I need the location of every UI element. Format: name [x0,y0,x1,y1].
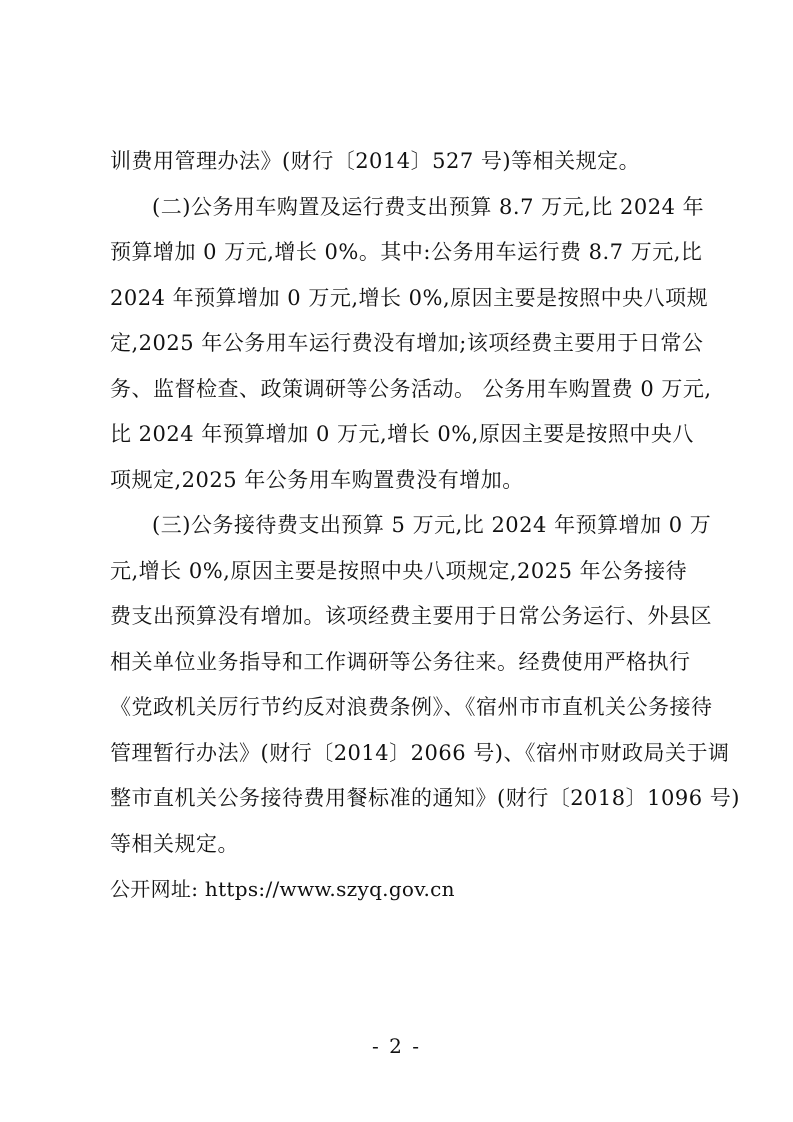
text-line-5: 定,2025 年公务用车运行费没有增加;该项经费主要用于日常公 [110,331,704,355]
text-line-13: 《党政机关厉行节约反对浪费条例》、《宿州市市直机关公务接待 [110,695,713,719]
text-line-15: 整市直机关公务接待费用餐标准的通知》(财行〔2018〕1096 号) [110,786,740,810]
public-url-line: 公开网址: https://www.szyq.gov.cn [110,877,455,901]
text-line-14: 管理暂行办法》(财行〔2014〕2066 号)、《宿州市财政局关于调 [110,741,730,765]
text-line-16: 等相关规定。 [110,832,239,856]
text-line-8: 项规定,2025 年公务用车购置费没有增加。 [110,468,524,492]
text-line-12: 相关单位业务指导和工作调研等公务往来。经费使用严格执行 [110,650,691,674]
text-line-2: (二)公务用车购置及运行费支出预算 8.7 万元,比 2024 年 [152,195,705,219]
text-line-4: 2024 年预算增加 0 万元,增长 0%,原因主要是按照中央八项规 [110,286,709,310]
text-line-9: (三)公务接待费支出预算 5 万元,比 2024 年预算增加 0 万 [152,513,712,537]
text-line-7: 比 2024 年预算增加 0 万元,增长 0%,原因主要是按照中央八 [110,422,694,446]
text-line-1: 训费用管理办法》(财行〔2014〕527 号)等相关规定。 [110,149,641,173]
text-line-11: 费支出预算没有增加。该项经费主要用于日常公务运行、外县区 [110,604,712,628]
text-line-10: 元,增长 0%,原因主要是按照中央八项规定,2025 年公务接待 [110,559,688,583]
page-number: - 2 - [372,1034,421,1058]
text-line-3: 预算增加 0 万元,增长 0%。其中:公务用车运行费 8.7 万元,比 [110,240,703,264]
text-line-6: 务、监督检查、政策调研等公务活动。 公务用车购置费 0 万元, [110,377,712,401]
